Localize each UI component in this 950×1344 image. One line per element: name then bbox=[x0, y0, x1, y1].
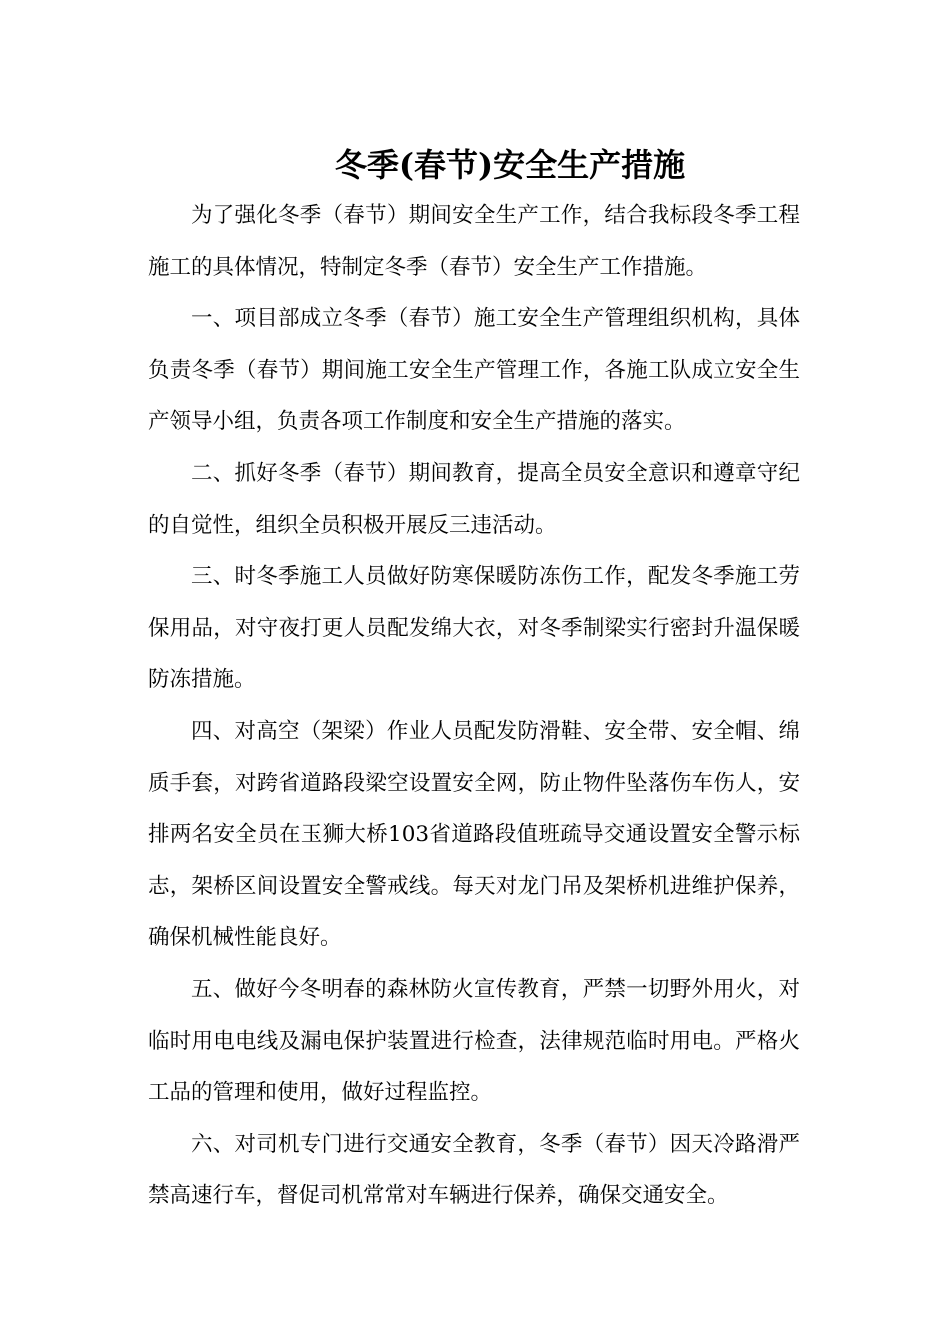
measure-1-paragraph: 一、项目部成立冬季（春节）施工安全生产管理组织机构，具体负责冬季（春节）期间施工安全生产管理工作，各施工队成立安全生产领导小组，负责各项工作制度和安全生产措施的落实。 bbox=[148, 306, 800, 435]
title-open-paren: ( bbox=[398, 146, 414, 185]
intro-paragraph: 为了强化冬季（春节）期间安全生产工作，结合我标段冬季工程施工的具体情况，特制定冬季（春节）安全生产工作措施。 bbox=[148, 203, 800, 280]
title-part-3: 安全生产措施 bbox=[493, 146, 686, 185]
title-part-1: 冬季 bbox=[334, 146, 399, 185]
measure-5-paragraph: 五、做好今冬明春的森林防火宣传教育，严禁一切野外用火，对临时用电电线及漏电保护装置进行检查，法律规范临时用电。严格火工品的管理和使用，做好过程监控。 bbox=[148, 976, 800, 1106]
measure-2-paragraph: 二、抓好冬季（春节）期间教育，提高全员安全意识和遵章守纪的自觉性，组织全员积极开展反三违活动。 bbox=[148, 460, 800, 538]
measure-3-paragraph: 三、时冬季施工人员做好防寒保暖防冻伤工作，配发冬季施工劳保用品，对守夜打更人员配发绵大衣，对冬季制梁实行密封升温保暖防冻措施。 bbox=[148, 564, 800, 693]
document-title bbox=[0, 141, 950, 189]
title-close-paren: ) bbox=[478, 146, 494, 185]
measure-6-paragraph: 六、对司机专门进行交通安全教育，冬季（春节）因天冷路滑严禁高速行车，督促司机常常对车辆进行保养，确保交通安全。 bbox=[148, 1131, 800, 1209]
measure-4-paragraph: 四、对高空（架梁）作业人员配发防滑鞋、安全带、安全帽、绵质手套，对跨省道路段梁空设置安全网，防止物件坠落伤车伤人，安排两名安全员在玉狮大桥103省道路段值班疏导交通设置安全警示标志，架桥区间设置安全警戒线。每天对龙门吊及架桥机进维护保养，确保机械性能良好。 bbox=[148, 718, 800, 951]
title-part-2: 春节 bbox=[413, 146, 478, 185]
document-body bbox=[148, 190, 800, 1222]
